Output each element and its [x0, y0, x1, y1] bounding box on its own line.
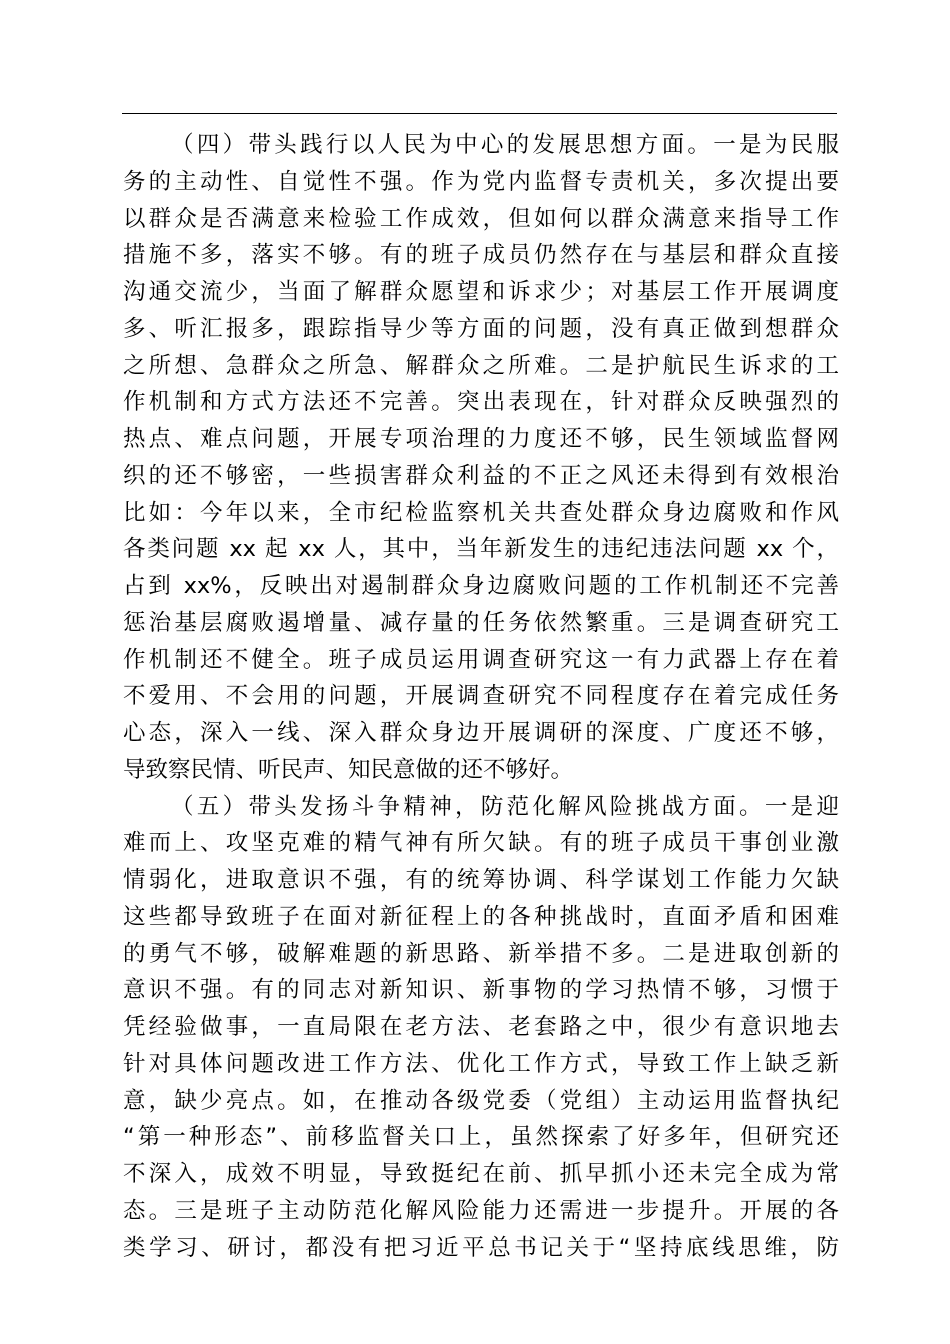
text-line: 针对具体问题改进工作方法、优化工作方式，导致工作上缺乏新	[123, 1050, 839, 1077]
text-line: 作机制和方式方法还不完善。突出表现在，针对群众反映强烈的	[123, 389, 839, 416]
paragraph-section-5	[123, 789, 839, 1267]
text-line: 比如：今年以来，全市纪检监察机关共查处群众身边腐败和作风	[123, 499, 839, 526]
text-line: 态。三是班子主动防范化解风险能力还需进一步提升。开展的各	[123, 1197, 839, 1224]
text-line: 凭经验做事，一直局限在老方法、老套路之中，很少有意识地去	[123, 1014, 839, 1040]
text-line: 心态，深入一线、深入群众身边开展调研的深度、广度还不够，	[123, 720, 839, 746]
text-line: 难而上、攻坚克难的精气神有所欠缺。有的班子成员干事创业激	[123, 830, 839, 857]
document-body	[123, 127, 839, 1266]
text-line: 类学习、研讨，都没有把习近平总书记关于“坚持底线思维，防	[123, 1234, 839, 1261]
text-line: 作机制还不健全。班子成员运用调查研究这一有力武器上存在着	[123, 646, 839, 673]
text-line: 导致察民情、听民声、知民意做的还不够好。	[123, 756, 574, 783]
text-line: （四）带头践行以人民为中心的发展思想方面。一是为民服	[171, 132, 839, 158]
text-line: 织的还不够密，一些损害群众利益的不正之风还未得到有效根治	[123, 462, 839, 489]
text-line: 措施不多，落实不够。有的班子成员仍然存在与基层和群众直接	[123, 242, 839, 269]
text-line: 不深入，成效不明显，导致挺纪在前、抓早抓小还未完全成为常	[123, 1161, 839, 1187]
text-line: 多、听汇报多，跟踪指导少等方面的问题，没有真正做到想群众	[123, 315, 839, 342]
text-line: 以群众是否满意来检验工作成效，但如何以群众满意来指导工作	[123, 205, 839, 232]
text-line: 之所想、急群众之所急、解群众之所难。二是护航民生诉求的工	[123, 352, 839, 379]
text-line: 情弱化，进取意识不强，有的统筹协调、科学谋划工作能力欠缺	[123, 867, 839, 893]
text-line: “第一种形态”、前移监督关口上，虽然探索了好多年，但研究还	[123, 1124, 839, 1151]
text-line: 务的主动性、自觉性不强。作为党内监督专责机关，多次提出要	[123, 168, 839, 195]
text-line: 的勇气不够，破解难题的新思路、新举措不多。二是进取创新的	[123, 940, 839, 967]
header-rule	[122, 113, 837, 114]
text-line: 热点、难点问题，开展专项治理的力度还不够，民生领域监督网	[123, 426, 839, 452]
text-line: 意识不强。有的同志对新知识、新事物的学习热情不够，习惯于	[123, 977, 839, 1004]
text-line: 惩治基层腐败遏增量、减存量的任务依然繁重。三是调查研究工	[123, 609, 839, 636]
text-line: 不爱用、不会用的问题，开展调查研究不同程度存在着完成任务	[123, 683, 839, 710]
text-line: 这些都导致班子在面对新征程上的各种挑战时，直面矛盾和困难	[123, 903, 839, 930]
paragraph-section-4	[123, 127, 839, 789]
text-line: 意，缺少亮点。如，在推动各级党委（党组）主动运用监督执纪	[123, 1087, 839, 1114]
text-line: 沟通交流少，当面了解群众愿望和诉求少；对基层工作开展调度	[123, 279, 839, 305]
text-line: （五）带头发扬斗争精神，防范化解风险挑战方面。一是迎	[171, 793, 839, 820]
text-line: 各类问题 xx 起 xx 人，其中，当年新发生的违纪违法问题 xx 个，	[123, 536, 839, 563]
text-line: 占到 xx%，反映出对遏制群众身边腐败问题的工作机制还不完善	[123, 573, 839, 599]
